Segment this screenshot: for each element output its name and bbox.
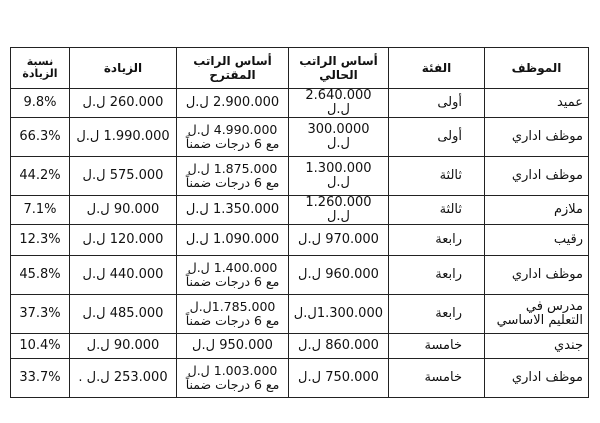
cell-increase-pct: 66.3% [11, 118, 70, 157]
cell-employee: موظف اداري [485, 157, 589, 196]
cell-employee: جندي [485, 334, 589, 359]
cell-increase-pct: 7.1% [11, 196, 70, 225]
cell-employee: رقيب [485, 225, 589, 256]
cell-employee: موظف اداري [485, 118, 589, 157]
header-increase: الزيادة [70, 48, 177, 89]
cell-current-base: 960.000 ل.ل [289, 256, 389, 295]
cell-proposed-base [177, 359, 289, 398]
cell-increase: 90.000 ل.ل [70, 196, 177, 225]
table-row [11, 118, 589, 157]
header-category: الفئة [389, 48, 485, 89]
cell-employee: موظف اداري [485, 256, 589, 295]
header-current-base: أساس الراتب الحالي [289, 48, 389, 89]
proposed-note: مع 6 درجات ضمناً [185, 274, 280, 289]
cell-category: أولى [389, 118, 485, 157]
proposed-value: 4.990.000 ل.ل [187, 122, 278, 137]
cell-proposed-base [177, 256, 289, 295]
cell-current-base: 1.300.000 ل.ل [289, 157, 389, 196]
cell-proposed-base [177, 157, 289, 196]
table-row [11, 295, 589, 334]
cell-increase-pct: 9.8% [11, 89, 70, 118]
cell-proposed-base [177, 295, 289, 334]
table-row [11, 89, 589, 118]
table-row [11, 225, 589, 256]
cell-proposed-base [177, 196, 289, 225]
table-row [11, 359, 589, 398]
cell-category: رابعة [389, 225, 485, 256]
proposed-value: 1.350.000 ل.ل [185, 202, 280, 217]
proposed-note: مع 6 درجات ضمناً [185, 175, 280, 190]
proposed-value: 1.400.000 ل.ل [187, 260, 278, 275]
cell-proposed-base [177, 89, 289, 118]
cell-increase: 120.000 ل.ل [70, 225, 177, 256]
table-row [11, 157, 589, 196]
cell-category: ثالثة [389, 196, 485, 225]
header-employee: الموظف [485, 48, 589, 89]
cell-proposed-base [177, 118, 289, 157]
cell-category: رابعة [389, 256, 485, 295]
cell-increase: 440.000 ل.ل [70, 256, 177, 295]
cell-current-base: 1.260.000 ل.ل [289, 196, 389, 225]
cell-increase: 253.000 ل.ل . [70, 359, 177, 398]
cell-category: خامسة [389, 359, 485, 398]
cell-current-base: 860.000 ل.ل [289, 334, 389, 359]
cell-increase: 90.000 ل.ل [70, 334, 177, 359]
cell-employee: ملازم [485, 196, 589, 225]
cell-category: خامسة [389, 334, 485, 359]
cell-increase: 260.000 ل.ل [70, 89, 177, 118]
proposed-value: 1.785.000ل.ل [189, 299, 276, 314]
cell-increase-pct: 33.7% [11, 359, 70, 398]
header-increase-pct: نسبة الزيادة [11, 48, 70, 89]
cell-current-base: 2.640.000 ل.ل [289, 89, 389, 118]
header-row [11, 48, 589, 89]
cell-category: ثالثة [389, 157, 485, 196]
header-proposed-base: أساس الراتب المقترح [177, 48, 289, 89]
cell-increase: 575.000 ل.ل [70, 157, 177, 196]
cell-increase-pct: 45.8% [11, 256, 70, 295]
cell-increase-pct: 10.4% [11, 334, 70, 359]
cell-increase: 485.000 ل.ل [70, 295, 177, 334]
cell-category: رابعة [389, 295, 485, 334]
proposed-value: 1.875.000 ل.ل [187, 161, 278, 176]
proposed-value: 1.090.000 ل.ل [185, 232, 280, 247]
proposed-value: 1.003.000 ل.ل [187, 363, 278, 378]
cell-employee: موظف اداري [485, 359, 589, 398]
cell-employee: عميد [485, 89, 589, 118]
cell-proposed-base [177, 225, 289, 256]
proposed-value: 2.900.000 ل.ل [185, 95, 280, 110]
cell-category: أولى [389, 89, 485, 118]
cell-current-base: 300.0000 ل.ل [289, 118, 389, 157]
proposed-note: مع 6 درجات ضمناً [185, 136, 280, 151]
table-row [11, 196, 589, 225]
cell-employee: مدرس في التعليم الاساسي [485, 295, 589, 334]
cell-increase-pct: 12.3% [11, 225, 70, 256]
cell-current-base: 970.000 ل.ل [289, 225, 389, 256]
cell-increase-pct: 44.2% [11, 157, 70, 196]
salary-table [10, 47, 589, 398]
proposed-note: مع 6 درجات ضمناً [185, 313, 280, 328]
cell-increase: 1.990.000 ل.ل [70, 118, 177, 157]
table-row [11, 334, 589, 359]
cell-current-base: 750.000 ل.ل [289, 359, 389, 398]
cell-proposed-base [177, 334, 289, 359]
proposed-value: 950.000 ل.ل [192, 338, 273, 353]
cell-increase-pct: 37.3% [11, 295, 70, 334]
table-row [11, 256, 589, 295]
cell-current-base: 1.300.000ل.ل [289, 295, 389, 334]
proposed-note: مع 6 درجات ضمناً [185, 377, 280, 392]
